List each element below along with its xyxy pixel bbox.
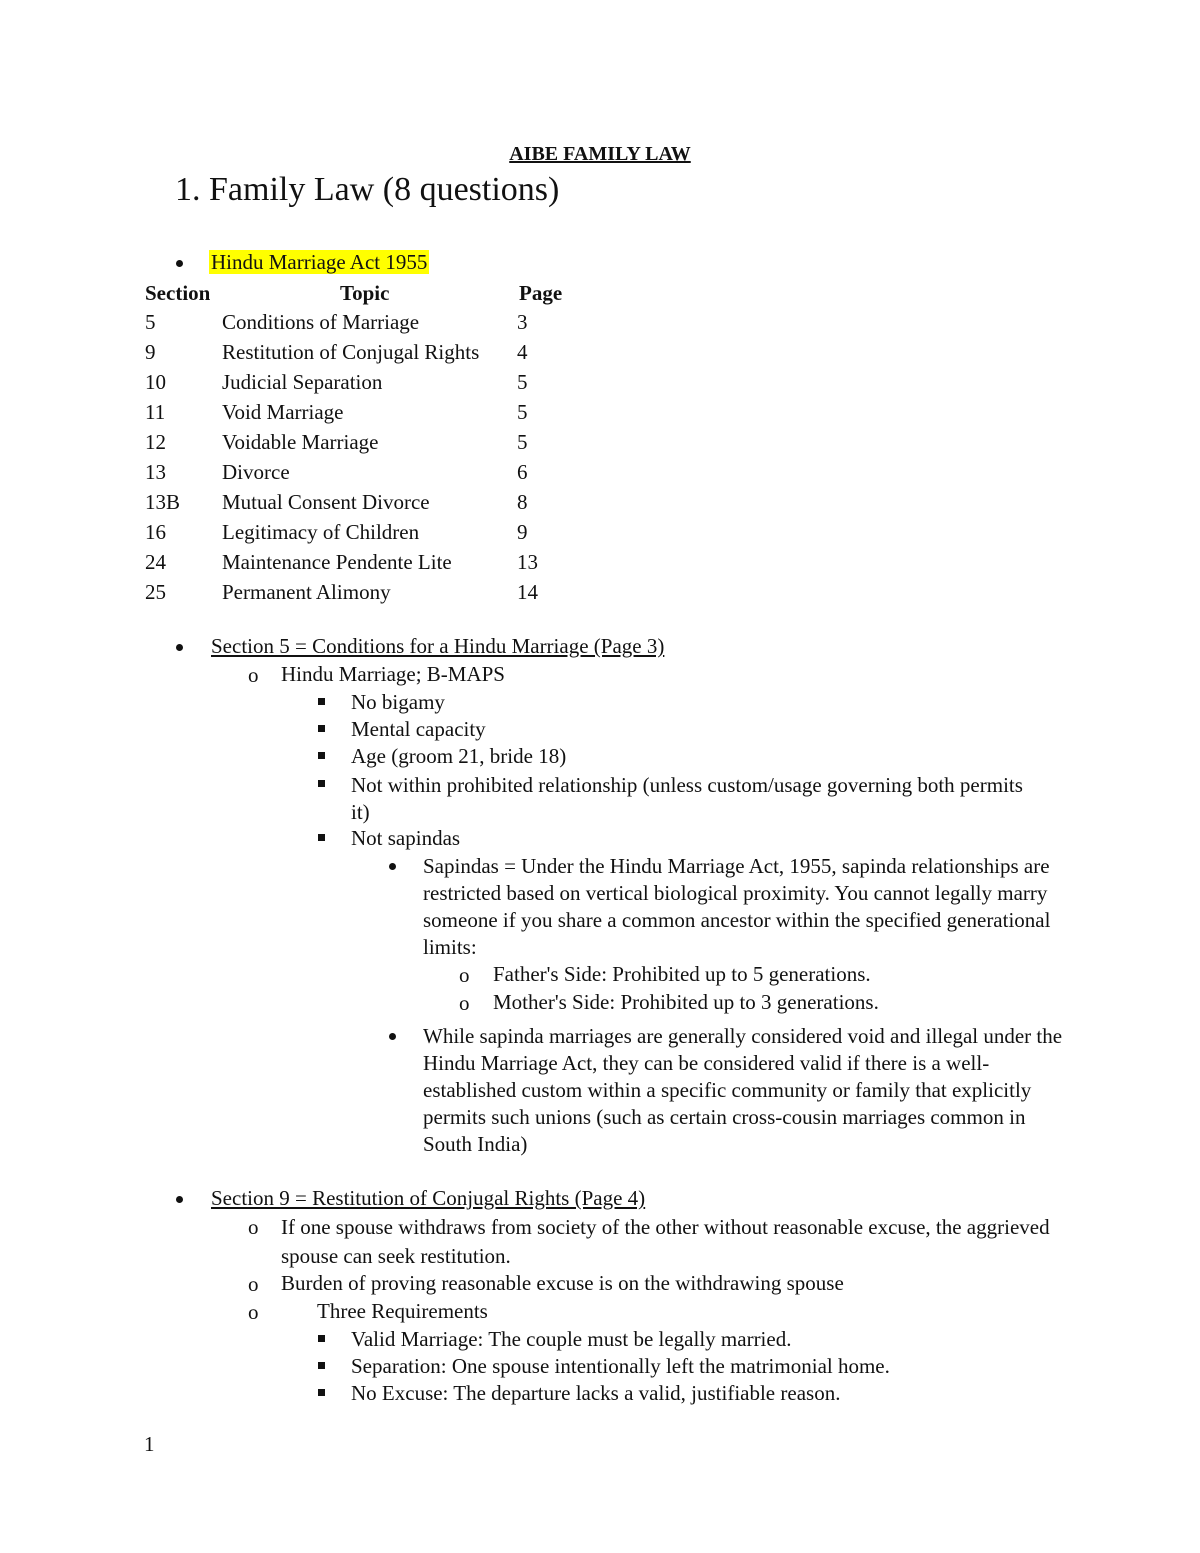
- table-cell-topic: Restitution of Conjugal Rights: [222, 340, 480, 364]
- section5-sub: Hindu Marriage; B-MAPS: [281, 662, 505, 686]
- circle-bullet-icon: o: [248, 1215, 259, 1239]
- table-cell-section: 12: [145, 430, 166, 454]
- circle-bullet-icon: o: [248, 1300, 259, 1324]
- table-cell-page: 8: [517, 490, 528, 514]
- list-item: Not sapindas: [351, 826, 461, 850]
- table-cell-topic: Voidable Marriage: [222, 430, 379, 454]
- list-item: Age (groom 21, bride 18): [351, 744, 567, 768]
- circle-bullet-icon: o: [248, 1272, 259, 1296]
- section5-heading: Section 5 = Conditions for a Hindu Marriage (Page 3): [211, 634, 665, 658]
- table-cell-topic: Maintenance Pendente Lite: [222, 550, 452, 574]
- requirement-item: Separation: One spouse intentionally left the matrimonial home.: [351, 1354, 890, 1378]
- act-label: Hindu Marriage Act 1955: [211, 250, 428, 274]
- table-cell-section: 16: [145, 520, 166, 544]
- square-bullet-icon: [318, 752, 325, 759]
- square-bullet-icon: [318, 725, 325, 732]
- list-item: Not within prohibited relationship (unless custom/usage governing both permits it): [351, 773, 1023, 824]
- table-cell-page: 4: [517, 340, 528, 364]
- section9-point: Three Requirements: [317, 1299, 488, 1323]
- bullet-icon: [176, 1196, 183, 1203]
- requirement-item: No Excuse: The departure lacks a valid, justifiable reason.: [351, 1381, 841, 1405]
- bullet-icon: [176, 260, 183, 267]
- table-header-topic: Topic: [340, 281, 390, 305]
- table-cell-page: 5: [517, 400, 528, 424]
- table-cell-section: 5: [145, 310, 156, 334]
- table-cell-topic: Judicial Separation: [222, 370, 383, 394]
- table-cell-topic: Permanent Alimony: [222, 580, 391, 604]
- circle-bullet-icon: o: [459, 963, 470, 987]
- table-cell-section: 10: [145, 370, 166, 394]
- table-cell-section: 24: [145, 550, 166, 574]
- table-cell-topic: Conditions of Marriage: [222, 310, 420, 334]
- square-bullet-icon: [318, 698, 325, 705]
- table-cell-page: 9: [517, 520, 528, 544]
- square-bullet-icon: [318, 1335, 325, 1342]
- table-cell-topic: Legitimacy of Children: [222, 520, 420, 544]
- square-bullet-icon: [318, 1389, 325, 1396]
- table-cell-section: 11: [145, 400, 166, 424]
- section-heading: 1. Family Law (8 questions): [175, 171, 560, 208]
- table-cell-page: 5: [517, 430, 528, 454]
- table-cell-topic: Void Marriage: [222, 400, 344, 424]
- list-item: Mental capacity: [351, 717, 486, 741]
- bullet-icon: [176, 644, 183, 651]
- table-header-section: Section: [145, 281, 211, 305]
- square-bullet-icon: [318, 780, 325, 787]
- table-cell-page: 6: [517, 460, 528, 484]
- bullet-icon: [389, 863, 396, 870]
- table-header-page: Page: [519, 281, 563, 305]
- section9-point: Burden of proving reasonable excuse is on the withdrawing spouse: [281, 1271, 844, 1295]
- sapinda-definition: Sapindas = Under the Hindu Marriage Act, 1955, sapinda relationships are restricted based on vertical biological proximity. You cannot legally marry someone if you share a common ancestor within the specified generational limits:: [423, 854, 1051, 959]
- square-bullet-icon: [318, 834, 325, 841]
- circle-bullet-icon: o: [459, 991, 470, 1015]
- table-cell-section: 9: [145, 340, 156, 364]
- requirement-item: Valid Marriage: The couple must be legally married.: [351, 1327, 792, 1351]
- square-bullet-icon: [318, 1362, 325, 1369]
- circle-bullet-icon: o: [248, 663, 259, 687]
- section9-heading: Section 9 = Restitution of Conjugal Rights (Page 4): [211, 1186, 646, 1210]
- table-cell-section: 25: [145, 580, 166, 604]
- table-cell-page: 5: [517, 370, 528, 394]
- table-cell-page: 13: [517, 550, 538, 574]
- table-cell-topic: Divorce: [222, 460, 290, 484]
- page-number: 1: [144, 1432, 155, 1456]
- table-cell-section: 13: [145, 460, 166, 484]
- sapinda-limit: Father's Side: Prohibited up to 5 generations.: [493, 962, 871, 986]
- list-item: No bigamy: [351, 690, 445, 714]
- bullet-icon: [389, 1033, 396, 1040]
- sapinda-limit: Mother's Side: Prohibited up to 3 generations.: [493, 990, 879, 1014]
- table-cell-page: 3: [517, 310, 528, 334]
- document-title: AIBE FAMILY LAW: [509, 143, 691, 165]
- sapinda-note: While sapinda marriages are generally considered void and illegal under the Hindu Marriage Act, they can be considered valid if there is a well-established custom within a specific community or family that explicitly permits such unions (such as certain cross-cousin marriages common in South India): [423, 1024, 1063, 1156]
- table-cell-page: 14: [517, 580, 538, 604]
- table-cell-section: 13B: [145, 490, 181, 514]
- table-cell-topic: Mutual Consent Divorce: [222, 490, 430, 514]
- section9-point: If one spouse withdraws from society of the other without reasonable excuse, the aggrieved spouse can seek restitution.: [281, 1215, 1050, 1268]
